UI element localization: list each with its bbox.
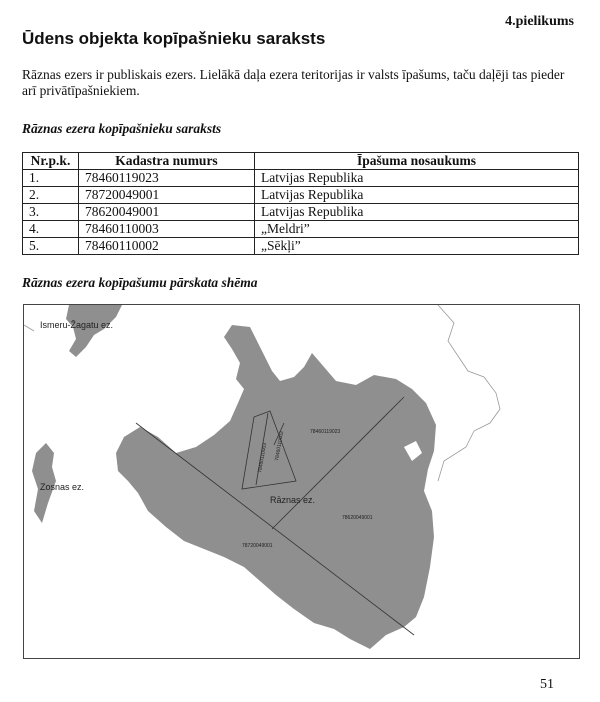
table-row xyxy=(23,221,579,238)
row-number: 2. xyxy=(23,187,79,204)
table-row xyxy=(23,238,579,255)
owners-list-heading: Rāznas ezera kopīpašnieku saraksts xyxy=(22,121,222,136)
parcel-label-2: 78720049001 xyxy=(242,543,273,549)
raznas-lake-label: Rāznas ez. xyxy=(270,495,316,505)
ismeru-lake-label: Ismeru-Žagatu ez. xyxy=(40,320,114,330)
column-header-cadastre: Kadastra numurs xyxy=(79,153,255,170)
parcel-label-1: 78460119023 xyxy=(310,429,341,435)
property-name: Latvijas Republika xyxy=(255,204,579,221)
page-title: Ūdens objekta kopīpašnieku saraksts xyxy=(22,29,326,48)
intro-paragraph: Rāznas ezers ir publiskais ezers. Lielākā daļa ezera teritorijas ir valsts īpašums, taču daļēji tas pieder arī privātīpašniekiem. xyxy=(22,67,565,98)
zosnas-lake-label: Zosnas ez. xyxy=(40,482,85,492)
parcel-label-5: 78460110002 xyxy=(274,430,286,462)
cadastre-number: 78460110002 xyxy=(79,238,255,255)
ismeru-lake-shape xyxy=(66,305,122,357)
row-number: 3. xyxy=(23,204,79,221)
table-row xyxy=(23,204,579,221)
column-header-property: Īpašuma nosaukums xyxy=(255,153,579,170)
row-number: 4. xyxy=(23,221,79,238)
overview-map xyxy=(23,304,580,659)
table-row xyxy=(23,170,579,187)
cadastre-number: 78720049001 xyxy=(79,187,255,204)
property-name: Latvijas Republika xyxy=(255,170,579,187)
owners-table xyxy=(22,152,579,255)
cadastre-number: 78460110003 xyxy=(79,221,255,238)
property-name: Latvijas Republika xyxy=(255,187,579,204)
table-header-row xyxy=(23,153,579,170)
parcel-label-4: 78460110003 xyxy=(257,442,269,474)
column-header-number: Nr.p.k. xyxy=(23,153,79,170)
cadastre-number: 78620049001 xyxy=(79,204,255,221)
cadastre-number: 78460119023 xyxy=(79,170,255,187)
map-heading: Rāznas ezera kopīpašumu pārskata shēma xyxy=(22,275,258,290)
property-name: „Sēkļi” xyxy=(255,238,579,255)
property-name: „Meldri” xyxy=(255,221,579,238)
table-row xyxy=(23,187,579,204)
page-number: 51 xyxy=(540,677,554,692)
row-number: 1. xyxy=(23,170,79,187)
appendix-label: 4.pielikums xyxy=(505,14,574,29)
parcel-label-3: 78620049001 xyxy=(342,515,373,521)
map-canvas xyxy=(24,305,579,658)
row-number: 5. xyxy=(23,238,79,255)
raznas-lake-shape xyxy=(116,325,436,649)
